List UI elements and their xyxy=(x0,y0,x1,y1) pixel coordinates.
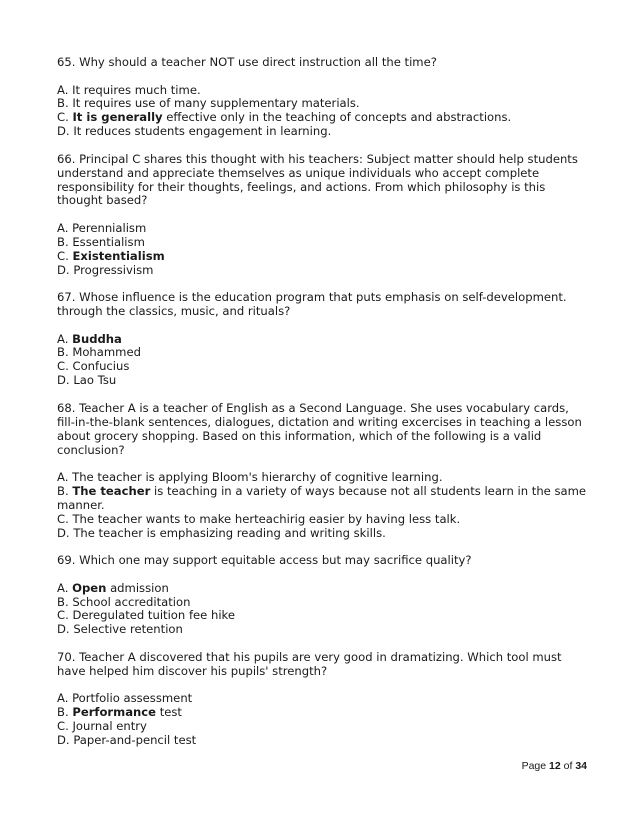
question-65: 65. Why should a teacher NOT use direct instruction all the time? xyxy=(57,55,437,69)
options-67 xyxy=(57,333,587,389)
option: A. Portfolio assessment xyxy=(57,691,193,706)
option: D. It reduces students engagement in learning. xyxy=(57,124,332,139)
option: B. Performance test xyxy=(57,705,182,720)
option: B. It requires use of many supplementary materials. xyxy=(57,96,360,111)
option: C. It is generally effective only in the teaching of concepts and abstractions. xyxy=(57,110,512,125)
options-70 xyxy=(57,692,587,748)
question-70: 70. Teacher A discovered that his pupils are very good in dramatizing. Which tool must have helped him discover his pupils' strength? xyxy=(57,649,562,678)
option: B. Mohammed xyxy=(57,345,141,360)
current-page: 12 xyxy=(549,760,561,772)
option: A. Perennialism xyxy=(57,220,147,235)
question-67: 67. Whose influence is the education program that puts emphasis on self-development. through the classics, music, and rituals? xyxy=(57,290,567,319)
option: D. The teacher is emphasizing reading and writing skills. xyxy=(57,525,386,540)
option: A. Buddha xyxy=(57,331,122,346)
option: C. The teacher wants to make herteachirig easier by having less talk. xyxy=(57,511,461,526)
option: D. Paper-and-pencil test xyxy=(57,732,197,747)
option: A. It requires much time. xyxy=(57,82,201,97)
document-body xyxy=(57,56,587,761)
question-66: 66. Principal C shares this thought with his teachers: Subject matter should help students understand and appreciate themselves as unique individuals who accept complete responsibility for their thoughts, feelings, and actions. From which philosophy is this thought based? xyxy=(57,151,578,208)
option: C. Journal entry xyxy=(57,719,147,734)
option: B. The teacher is teaching in a variety of ways because not all students learn in the same manner. xyxy=(57,483,587,512)
options-66 xyxy=(57,222,587,278)
option: B. Essentialism xyxy=(57,234,145,249)
total-pages: 34 xyxy=(575,760,587,772)
question-69: 69. Which one may support equitable access but may sacrifice quality? xyxy=(57,553,472,568)
option: C. Confucius xyxy=(57,359,130,374)
option: D. Selective retention xyxy=(57,622,183,637)
options-65 xyxy=(57,84,587,140)
page-number-footer xyxy=(522,760,587,772)
page-label: Page xyxy=(521,760,550,772)
options-68 xyxy=(57,471,587,541)
question-68: 68. Teacher A is a teacher of English as a Second Language. She uses vocabulary cards, fill-in-the-blank sentences, dialogues, dictation and writing excercises in teaching a lesson about grocery shopping. Based on this information, which of the following is a valid conclusion? xyxy=(57,400,582,457)
of-label: of xyxy=(560,760,576,772)
option: C. Existentialism xyxy=(57,248,165,263)
option: B. School accreditation xyxy=(57,594,191,609)
option: A. The teacher is applying Bloom's hierarchy of cognitive learning. xyxy=(57,470,443,484)
option: C. Deregulated tuition fee hike xyxy=(57,608,235,623)
option: D. Progressivism xyxy=(57,262,154,277)
option: D. Lao Tsu xyxy=(57,373,117,388)
option: A. Open admission xyxy=(57,580,169,595)
options-69 xyxy=(57,582,587,638)
